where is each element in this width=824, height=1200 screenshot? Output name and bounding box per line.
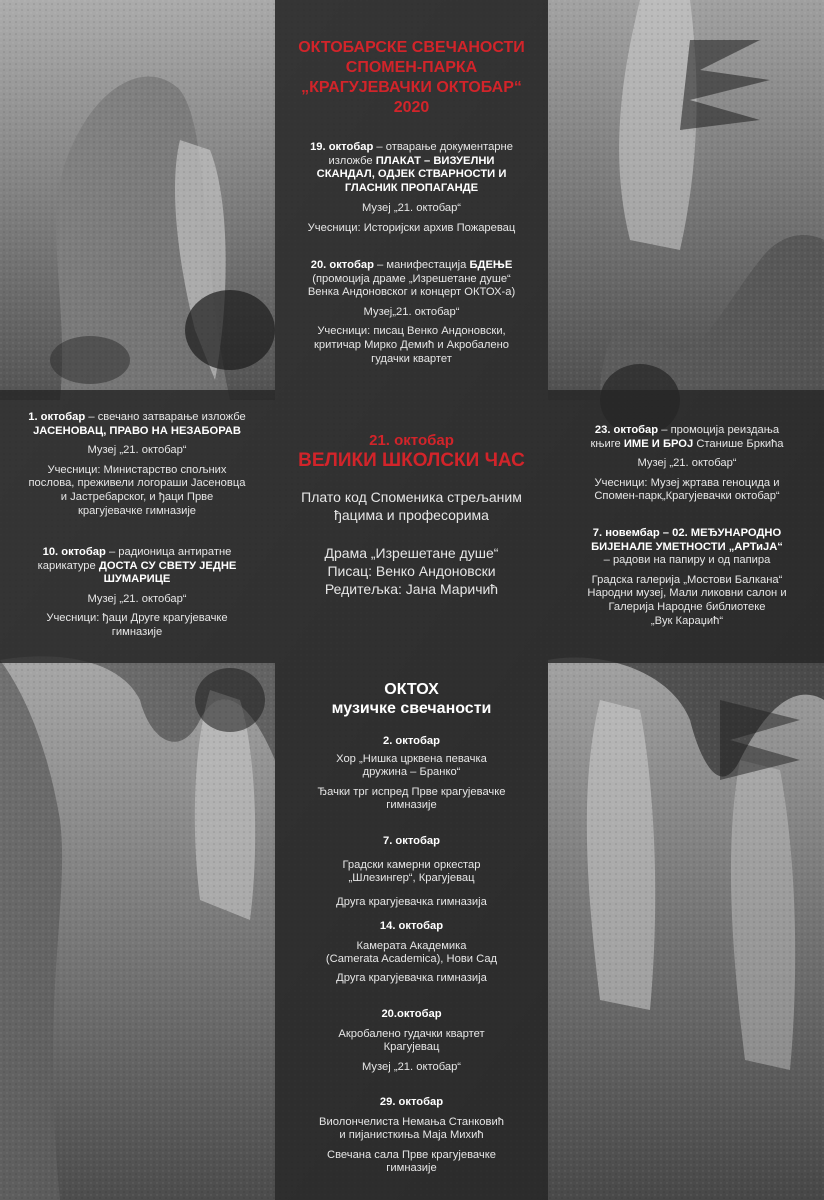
event-title: ДОСТА СУ СВЕТУ ЈЕДНЕ: [98, 559, 237, 572]
event-date: 20. октобар: [310, 259, 374, 271]
event-oct-1: [6, 411, 268, 518]
event-participants: Учесници: ђаци Друге крагујевачке: [46, 612, 228, 625]
event-text: књиге: [590, 437, 624, 450]
event-text: – промоција реиздања: [658, 424, 780, 436]
event-title: ИМЕ И БРОЈ: [623, 437, 694, 450]
event-oct-20: [282, 259, 541, 366]
event-oct-19: [282, 141, 541, 236]
oktoh-performer: Хор „Нишка црквена певачка: [336, 752, 487, 765]
oktoh-header: [275, 680, 548, 718]
main-event-place: ђацима и професорима: [334, 507, 489, 523]
oktoh-venue: гимназије: [386, 799, 437, 812]
event-venue: Музеј „21. октобар“: [87, 444, 187, 457]
main-event: [275, 432, 548, 598]
header-line-2: СПОМЕН-ПАРКА: [345, 59, 478, 76]
oktoh-performer: дружина – Бранко“: [362, 766, 461, 779]
event-title: БДЕЊЕ: [469, 259, 513, 271]
oktoh-performer: „Шлезингер“, Крагујевац: [348, 872, 475, 885]
event-text: – свечано затварање изложбе: [85, 411, 246, 423]
event-participants: и Јастребарског, и ђаци Прве: [60, 490, 214, 503]
event-venue: Музеј „21. октобар“: [637, 457, 737, 470]
header-year: 2020: [393, 99, 430, 116]
oktoh-venue: Ђачки трг испред Прве крагујевачке: [317, 785, 506, 798]
oktoh-performer: Крагујевац: [383, 1041, 440, 1054]
main-event-director: Редитељка: Јана Маричић: [324, 581, 499, 597]
event-date-title: 7. новембар – 02. МЕЂУНАРОДНО: [592, 527, 782, 539]
oktoh-performer: Акробалено гудачки квартет: [338, 1027, 485, 1040]
oktoh-subtitle: музичке свечаности: [331, 700, 492, 717]
main-event-drama: Драма „Изрешетане душе“: [324, 545, 499, 561]
poster-header: [275, 38, 548, 118]
event-oct-10: [6, 546, 268, 640]
event-participants: гимназије: [111, 625, 163, 638]
oktoh-date: 20.октобар: [381, 1008, 442, 1020]
event-title: ЈАСЕНОВАЦ, ПРАВО НА НЕЗАБОРАВ: [33, 424, 241, 437]
oktoh-date: 2. октобар: [382, 735, 440, 747]
oktoh-event: [282, 735, 541, 813]
main-event-author: Писац: Венко Андоновски: [327, 563, 496, 579]
event-participants: гудачки квартет: [371, 352, 452, 365]
event-text: – манифестација: [373, 259, 470, 271]
oktoh-date: 7. октобар: [382, 835, 440, 847]
event-title: ГЛАСНИК ПРОПАГАНДЕ: [344, 181, 479, 194]
event-participants: крагујевачке гимназије: [77, 504, 197, 517]
event-text: – радионица антиратне: [105, 546, 232, 558]
event-venue: Градска галерија „Мостови Балкана“: [591, 573, 783, 586]
event-participants: Учесници: Историјски архив Пожаревац: [307, 221, 516, 234]
event-venue: „Вук Караџић“: [650, 614, 724, 627]
event-participants: критичар Мирко Демић и Акробалено: [313, 338, 509, 351]
event-participants: Учесници: Музеј жртава геноцида и: [594, 476, 780, 489]
event-nov-7: [556, 527, 818, 628]
event-title: СКАНДАЛ, ОДЈЕК СТВАРНОСТИ И: [316, 168, 507, 181]
oktoh-performer: Виолончелиста Немања Станковић: [319, 1115, 504, 1128]
event-text: изложбе: [328, 154, 376, 167]
oktoh-performer: (Camerata Academica), Нови Сад: [325, 953, 498, 966]
oktoh-event: [282, 835, 541, 909]
oktoh-venue: Музеј „21. октобар“: [361, 1060, 462, 1073]
event-date: 23. октобар: [594, 424, 659, 436]
header-line-3: „КРАГУЈЕВАЧКИ ОКТОБАР“: [301, 79, 522, 96]
event-text: (промоција драме „Изрешетане душе“: [312, 272, 511, 285]
event-title: ПЛАКАТ – ВИЗУЕЛНИ: [375, 154, 495, 167]
oktoh-venue: Свечана сала Прве крагујевачке: [327, 1148, 496, 1161]
event-text: – радови на папиру и од папира: [603, 554, 771, 567]
header-line-1: ОКТОБАРСКЕ СВЕЧАНОСТИ: [298, 39, 525, 56]
event-venue: Музеј„21. октобар“: [363, 305, 460, 318]
event-date: 19. октобар: [310, 141, 374, 153]
oktoh-event: [282, 1008, 541, 1074]
event-date: 10. октобар: [42, 546, 106, 558]
oktoh-venue: Друга крагујевачка гимназија: [336, 895, 487, 908]
oktoh-performer: и пијанисткиња Маја Михић: [339, 1129, 484, 1142]
event-venue: Музеј „21. октобар“: [87, 592, 187, 605]
event-text: Венка Андоновског и концерт ОКТОХ-а): [307, 286, 516, 299]
event-date: 1. октобар: [28, 411, 86, 423]
oktoh-date: 29. октобар: [379, 1096, 444, 1108]
event-venue: Музеј „21. октобар“: [361, 202, 462, 215]
oktoh-venue: гимназије: [386, 1162, 437, 1175]
event-title: БИЈЕНАЛЕ УМЕТНОСТИ „АРТиЈА“: [591, 540, 783, 553]
event-venue: Народни музеј, Мали ликовни салон и: [587, 587, 787, 600]
oktoh-event: [282, 1096, 541, 1176]
event-text: – отварање документарне: [373, 141, 513, 153]
oktoh-performer: Камерата Академика: [356, 939, 467, 952]
event-oct-23: [556, 424, 818, 504]
main-event-place: Плато код Споменика стрељаним: [301, 489, 522, 505]
oktoh-event: [282, 920, 541, 985]
event-participants: Учесници: писац Венко Андоновски,: [317, 325, 506, 338]
event-title: ШУМАРИЦЕ: [103, 573, 171, 586]
event-participants: послова, преживели логораши Јасеновца: [28, 477, 246, 490]
oktoh-performer: Градски камерни оркестар: [342, 858, 481, 871]
main-event-date: 21. октобар: [369, 432, 454, 449]
oktoh-date: 14. октобар: [379, 920, 444, 932]
event-participants: Спомен-парк„Крагујевачки октобар“: [594, 490, 780, 503]
event-venue: Галерија Народне библиотеке: [608, 600, 766, 613]
event-text: Станише Бркића: [693, 437, 784, 450]
event-text: карикатуре: [37, 559, 99, 572]
event-participants: Учесници: Министарство спољних: [47, 463, 227, 476]
oktoh-venue: Друга крагујевачка гимназија: [336, 971, 487, 984]
main-event-title: ВЕЛИКИ ШКОЛСКИ ЧАС: [298, 450, 525, 471]
oktoh-title: ОКТОХ: [384, 681, 439, 698]
